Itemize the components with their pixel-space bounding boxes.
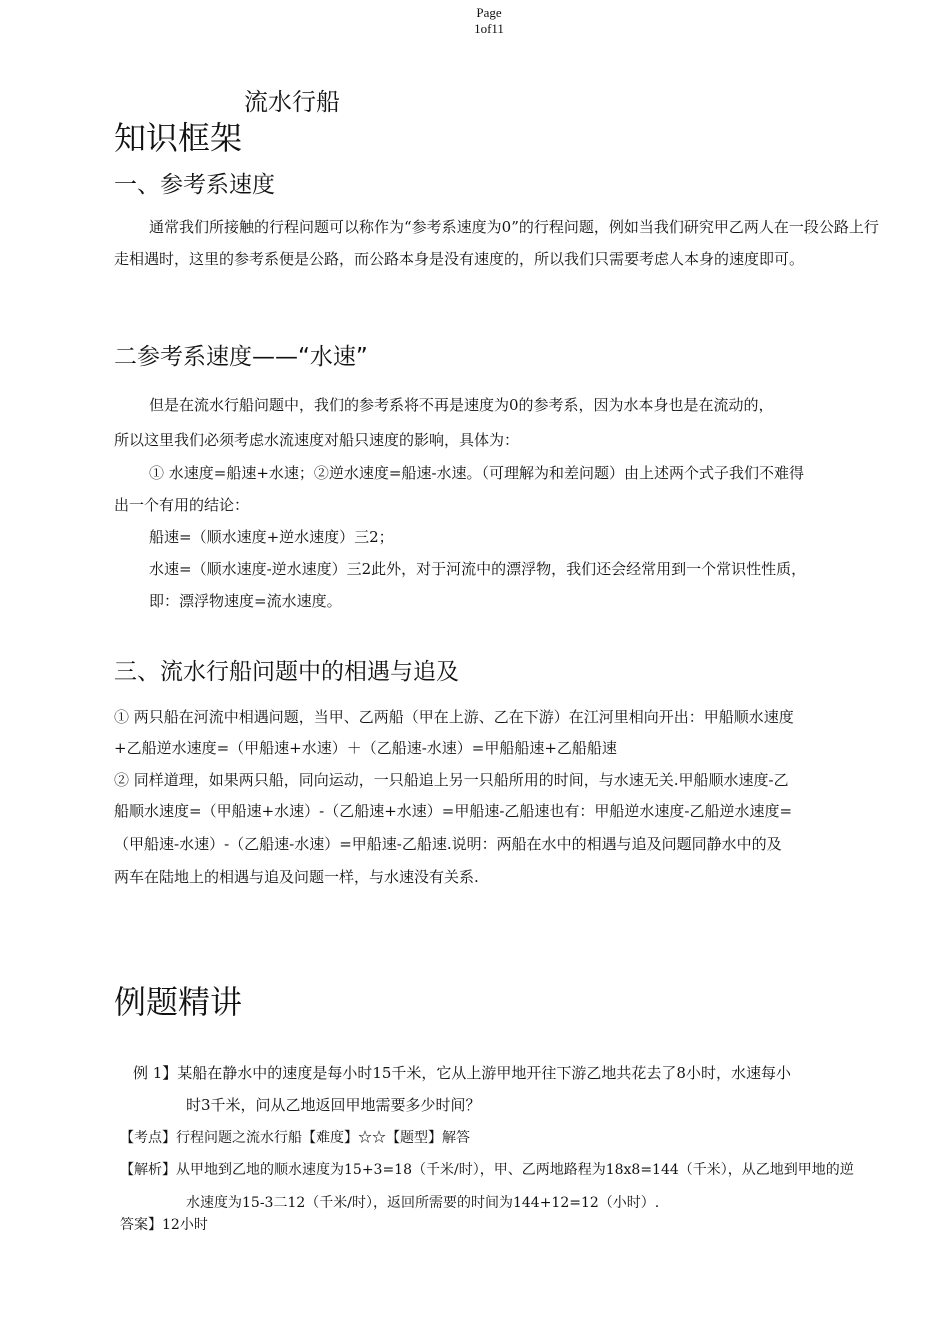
section1-paragraph: 通常我们所接触的行程问题可以称作为“参考系速度为0”的行程问题，例如当我们研究甲乙两人在一段公路上行走相遇时，这里的参考系便是公路，而公路本身是没有速度的，所以我们只需要考虑人本身的速度即可。 (114, 218, 879, 268)
floating-object-formula: 即：漂浮物速度=流水速度。 (149, 592, 342, 610)
example1-answer: 答案】12小时 (120, 1217, 208, 1233)
knowledge-framework-heading: 知识框架 (114, 119, 243, 157)
page-label: Page (476, 5, 502, 20)
example1-analysis: 水速度为15-3二12（千米/时），返回所需要的时间为144+12=12（小时）. (186, 1195, 660, 1211)
example1-analysis: 【解析】从甲地到乙地的顺水速度为15+3=18（千米/时），甲、乙两地路程为18x8=144（千米），从乙地到甲地的逆 (120, 1162, 854, 1178)
page-number-header (0, 5, 950, 37)
example1-question: 时3千米，问从乙地返回甲地需要多少时间？ (186, 1096, 481, 1114)
section2-line: 出一个有用的结论： (114, 496, 250, 514)
section3-line: 两车在陆地上的相遇与追及问题一样，与水速没有关系. (114, 868, 479, 886)
section2-line: 所以这里我们必须考虑水流速度对船只速度的影响，具体为： (114, 431, 520, 449)
document-title: 流水行船 (244, 88, 340, 116)
section3-line: （甲船速-水速）-（乙船速-水速）=甲船速-乙船速.说明：两船在水中的相遇与追及问题同静水中的及 (114, 835, 782, 853)
section1-heading: 一、参考系速度 (114, 172, 275, 198)
page-count: 1of11 (474, 21, 504, 36)
section2-heading: 二参考系速度——“水速” (114, 344, 368, 370)
examples-heading: 例题精讲 (114, 983, 243, 1021)
section3-line: ① 两只船在河流中相遇问题，当甲、乙两船（甲在上游、乙在下游）在江河里相向开出：甲船顺水速度 (114, 708, 794, 726)
section3-heading: 三、流水行船问题中的相遇与追及 (114, 659, 459, 685)
example1-question: 例 1】某船在静水中的速度是每小时15千米，它从上游甲地开往下游乙地共花去了8小时，水速每小 (133, 1064, 791, 1082)
section2-line: 但是在流水行船问题中，我们的参考系将不再是速度为0的参考系，因为水本身也是在流动的， (149, 396, 774, 414)
section3-line: 船顺水速度=（甲船速+水速）-（乙船速+水速）=甲船速-乙船速也有：甲船逆水速度-乙船逆水速度= (114, 802, 793, 820)
water-speed-formula: 水速=（顺水速度-逆水速度）三2此外，对于河流中的漂浮物，我们还会经常用到一个常识性性质， (149, 560, 807, 578)
section3-line: +乙船逆水速度=（甲船速+水速）＋（乙船速-水速）=甲船船速+乙船船速 (114, 739, 617, 757)
section2-line: ① 水速度=船速+水速；②逆水速度=船速-水速。（可理解为和差问题）由上述两个式子我们不难得 (149, 464, 805, 482)
section3-line: ② 同样道理，如果两只船，同向运动，一只船追上另一只船所用的时间，与水速无关.甲船顺水速度-乙 (114, 771, 789, 789)
example1-meta: 【考点】行程问题之流水行船【难度】☆☆【题型】解答 (120, 1130, 470, 1146)
boat-speed-formula: 船速=（顺水速度+逆水速度）三2； (149, 528, 394, 546)
